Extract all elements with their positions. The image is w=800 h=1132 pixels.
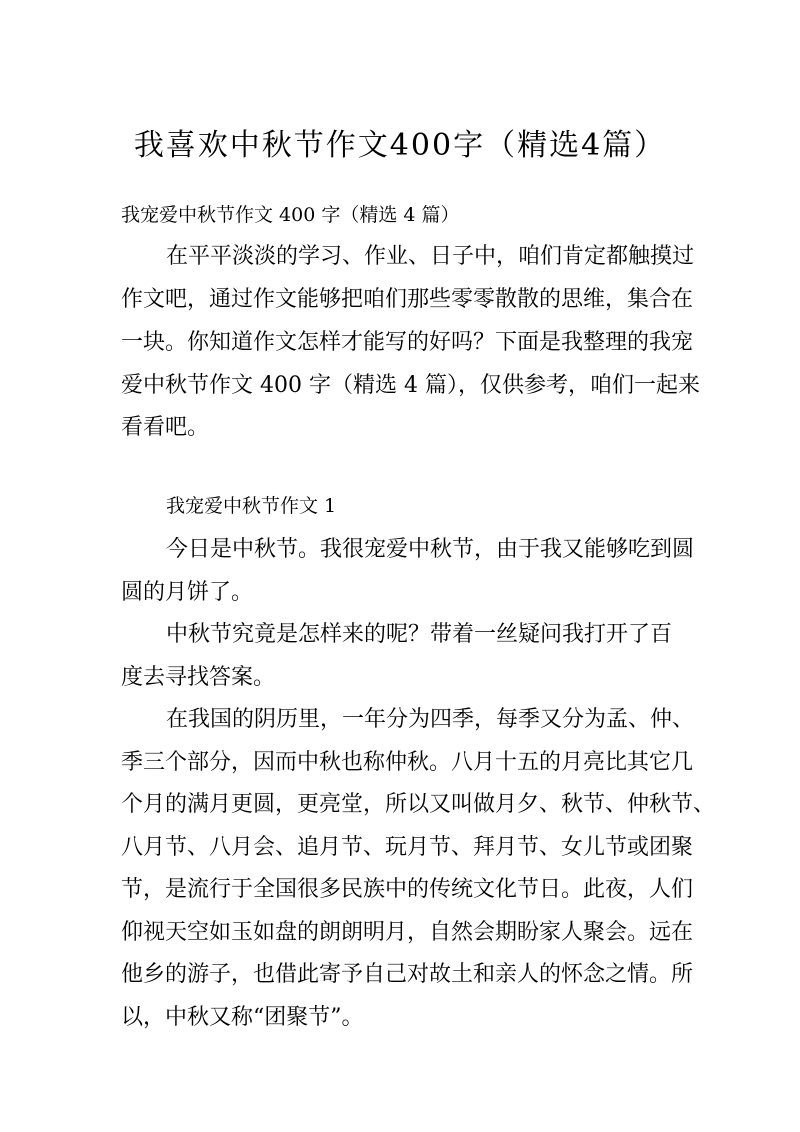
intro-line: 一块。你知道作文怎样才能写的好吗？下面是我整理的我宠 bbox=[121, 330, 694, 355]
paragraph-line: 度去寻找答案。 bbox=[121, 665, 276, 690]
paragraph-line: 以，中秋又称“团聚节”。 bbox=[121, 1005, 364, 1030]
paragraph-line: 今日是中秋节。我很宠爱中秋节，由于我又能够吃到圆 bbox=[166, 537, 695, 562]
paragraph-line: 他乡的游子，也借此寄予自己对故土和亲人的怀念之情。所 bbox=[121, 962, 694, 987]
paragraph-line: 八月节、八月会、追月节、玩月节、拜月节、女儿节或团聚 bbox=[121, 835, 694, 860]
paragraph-line: 中秋节究竟是怎样来的呢？带着一丝疑问我打开了百 bbox=[166, 622, 673, 647]
document-subtitle: 我宠爱中秋节作文 400 字（精选 4 篇） bbox=[121, 204, 460, 226]
paragraph-line: 仰视天空如玉如盘的朗朗明月，自然会期盼家人聚会。远在 bbox=[121, 920, 694, 945]
paragraph-line: 圆的月饼了。 bbox=[121, 580, 254, 605]
intro-line: 爱中秋节作文 400 字（精选 4 篇），仅供参考，咱们一起来 bbox=[121, 373, 700, 398]
paragraph-line: 节，是流行于全国很多民族中的传统文化节日。此夜，人们 bbox=[121, 877, 694, 902]
paragraph-line: 季三个部分，因而中秋也称仲秋。八月十五的月亮比其它几 bbox=[121, 750, 694, 775]
document-title: 我喜欢中秋节作文400字（精选4篇） bbox=[133, 128, 667, 163]
section-heading: 我宠爱中秋节作文 1 bbox=[166, 495, 337, 517]
intro-line: 在平平淡淡的学习、作业、日子中，咱们肯定都触摸过 bbox=[166, 244, 695, 269]
intro-line: 看看吧。 bbox=[121, 415, 210, 440]
paragraph-line: 在我国的阴历里，一年分为四季，每季又分为孟、仲、 bbox=[166, 707, 695, 732]
paragraph-line: 个月的满月更圆，更亮堂，所以又叫做月夕、秋节、仲秋节、 bbox=[121, 792, 716, 817]
intro-line: 作文吧，通过作文能够把咱们那些零零散散的思维，集合在 bbox=[121, 287, 694, 312]
